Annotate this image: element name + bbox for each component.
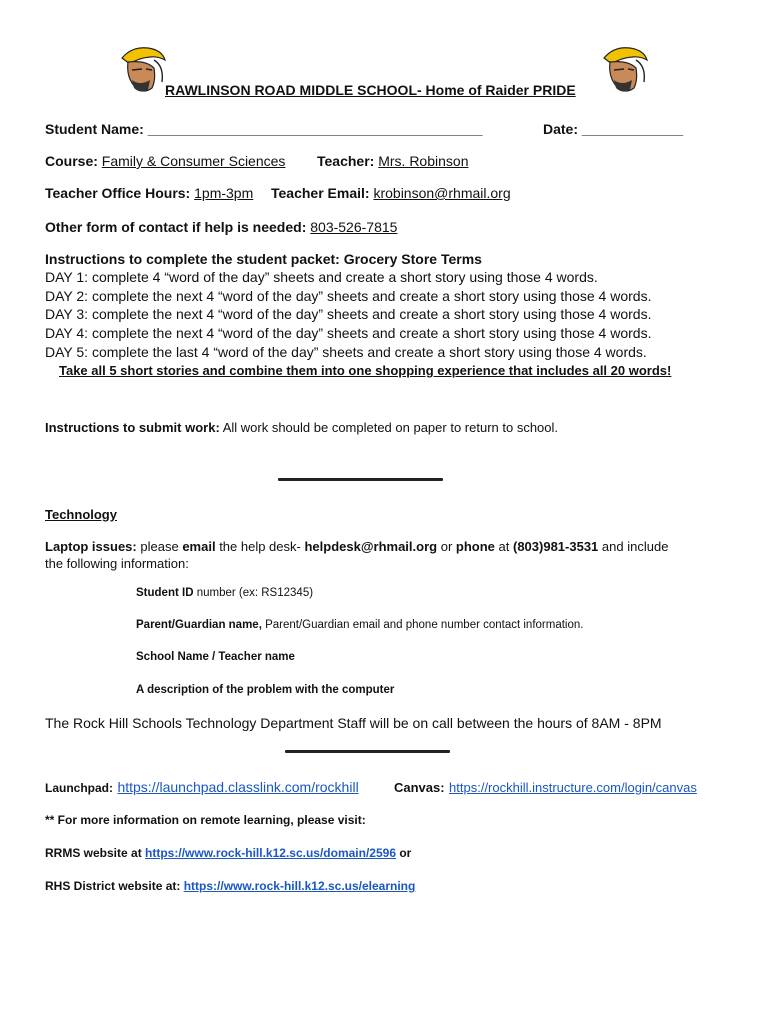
course-label: Course: [45, 153, 98, 169]
other-contact-phone[interactable]: 803-526-7815 [310, 219, 398, 235]
rrms-line [45, 846, 411, 860]
date-blank[interactable]: _____________ [581, 121, 684, 137]
info-item-student-id [136, 587, 313, 599]
teacher-label: Teacher: [317, 153, 375, 169]
canvas-label: Canvas: [394, 780, 445, 795]
helpdesk-email[interactable]: helpdesk@rhmail.org [304, 539, 438, 554]
submit-line [45, 420, 558, 435]
canvas-line [394, 779, 697, 797]
other-contact-label: Other form of contact if help is needed: [45, 219, 307, 235]
laptop-text-include: and include [601, 539, 669, 554]
laptop-email-word: email [182, 539, 216, 554]
other-contact-line [45, 219, 397, 235]
teacher-value: Mrs. Robinson [378, 153, 469, 169]
submit-value: All work should be completed on paper to return to school. [222, 420, 559, 435]
office-hours-value: 1pm-3pm [194, 185, 254, 201]
info-item-problem [136, 684, 394, 696]
rhs-link[interactable]: https://www.rock-hill.k12.sc.us/elearning [183, 879, 416, 893]
helpdesk-phone[interactable]: (803)981-3531 [513, 539, 599, 554]
raider-mascot-logo-right [600, 44, 650, 96]
date-label: Date: [543, 121, 579, 137]
course-line [45, 153, 285, 169]
office-hours-label: Teacher Office Hours: [45, 185, 191, 201]
rrms-or: or [399, 846, 412, 860]
laptop-text-please: please [140, 539, 179, 554]
laptop-text-at: at [498, 539, 510, 554]
rhs-line [45, 879, 415, 893]
info-item-bold: Parent/Guardian name, [136, 619, 262, 631]
info-item-bold: A description of the problem with the computer [136, 684, 395, 696]
laptop-issues-line [45, 539, 668, 554]
more-info-note: ** For more information on remote learning, please visit: [45, 813, 366, 827]
instructions-final-note: Take all 5 short stories and combine them into one shopping experience that includes all 20 words! [59, 363, 672, 378]
info-item-bold: School Name / Teacher name [136, 651, 295, 663]
instruction-day-2: DAY 2: complete the next 4 “word of the day” sheets and create a short story using those 4 words. [45, 288, 652, 304]
date-line [543, 121, 683, 137]
laptop-phone-word: phone [455, 539, 495, 554]
technology-heading: Technology [45, 507, 117, 522]
office-hours-line [45, 185, 253, 201]
teacher-line [317, 153, 468, 169]
info-item-school [136, 651, 295, 663]
student-name-blank[interactable]: ___________________________________________ [147, 121, 483, 137]
laptop-issues-line-2: the following information: [45, 556, 189, 571]
instruction-day-4: DAY 4: complete the next 4 “word of the day” sheets and create a short story using those 4 words. [45, 325, 652, 341]
student-name-line [45, 121, 483, 137]
info-item-parent [136, 619, 583, 631]
instruction-day-3: DAY 3: complete the next 4 “word of the day” sheets and create a short story using those 4 words. [45, 306, 652, 322]
laptop-text-or: or [440, 539, 453, 554]
raider-mascot-logo-left [118, 44, 168, 96]
laptop-issues-label: Laptop issues: [45, 539, 137, 554]
launchpad-line [45, 779, 359, 797]
info-item-rest: Parent/Guardian email and phone number contact information. [265, 619, 584, 631]
section-divider [278, 478, 443, 481]
teacher-email-line [271, 185, 511, 201]
rrms-link[interactable]: https://www.rock-hill.k12.sc.us/domain/2596 [145, 846, 396, 860]
laptop-text-helpdesk: the help desk- [219, 539, 301, 554]
launchpad-link[interactable]: https://launchpad.classlink.com/rockhill [117, 779, 359, 795]
student-name-label: Student Name: [45, 121, 144, 137]
canvas-link[interactable]: https://rockhill.instructure.com/login/canvas [449, 780, 697, 795]
launchpad-label: Launchpad: [45, 781, 113, 795]
page-title: RAWLINSON ROAD MIDDLE SCHOOL- Home of Raider PRIDE [165, 82, 576, 98]
instructions-heading: Instructions to complete the student packet: Grocery Store Terms [45, 251, 482, 267]
rrms-label: RRMS website at [45, 846, 142, 860]
info-item-bold: Student ID [136, 587, 194, 599]
staff-note: The Rock Hill Schools Technology Department Staff will be on call between the hours of 8AM - 8PM [45, 715, 662, 731]
submit-label: Instructions to submit work: [45, 420, 220, 435]
teacher-email-label: Teacher Email: [271, 185, 370, 201]
course-value: Family & Consumer Sciences [101, 153, 286, 169]
teacher-email-value[interactable]: krobinson@rhmail.org [373, 185, 511, 201]
instruction-day-5: DAY 5: complete the last 4 “word of the day” sheets and create a short story using those 4 words. [45, 344, 647, 360]
instruction-day-1: DAY 1: complete 4 “word of the day” sheets and create a short story using those 4 words. [45, 269, 598, 285]
info-item-rest: number (ex: RS12345) [196, 587, 314, 599]
rhs-label: RHS District website at: [45, 879, 181, 893]
section-divider-2 [285, 750, 450, 753]
